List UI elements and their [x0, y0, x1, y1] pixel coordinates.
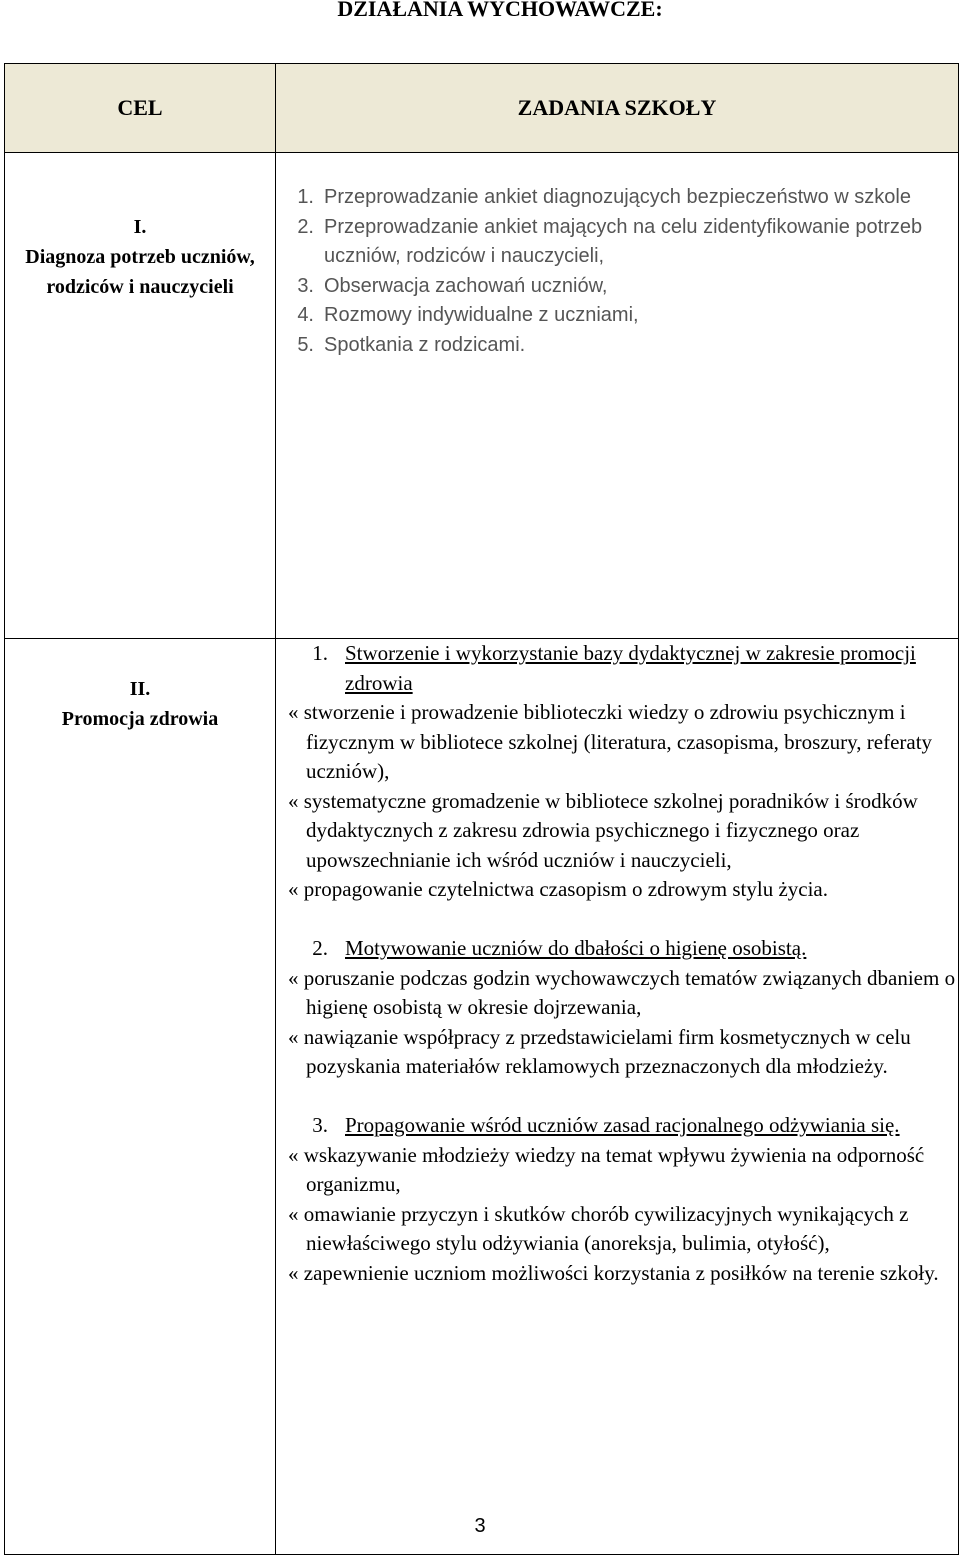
bullet-list	[276, 698, 958, 905]
goal-number: II.	[129, 678, 151, 700]
item-number: 4.	[297, 304, 314, 326]
list-item	[276, 183, 954, 213]
list-item	[276, 272, 954, 302]
item-text: Rozmowy indywidualne z uczniami,	[324, 304, 639, 326]
goal-number: I.	[133, 216, 147, 238]
table-header-row	[5, 64, 959, 153]
list-item: « wskazywanie młodzieży wiedzy na temat wpływu żywienia na odporność organizmu,	[288, 1142, 925, 1196]
section-title: Stworzenie i wykorzystanie bazy dydaktycznej w zakresie promocji zdrowia	[345, 641, 916, 695]
goal-text: Promocja zdrowia	[61, 708, 219, 730]
task-section	[276, 639, 958, 905]
list-item	[276, 331, 954, 361]
section-heading	[276, 639, 958, 698]
list-item: « stworzenie i prowadzenie biblioteczki wiedzy o zdrowiu psychicznym i fizycznym w bibliotece szkolnej (literatura, czasopisma, broszury, referaty uczniów),	[288, 700, 933, 783]
section-number: 2.	[312, 936, 328, 960]
item-text: Przeprowadzanie ankiet mających na celu zidentyfikowanie potrzeb uczniów, rodziców i nauczycieli,	[324, 215, 923, 267]
goal-text: Diagnoza potrzeb uczniów, rodziców i nauczycieli	[25, 246, 255, 298]
section-heading	[276, 934, 958, 964]
header-goal: CEL	[5, 64, 276, 153]
item-number: 2.	[297, 215, 314, 238]
header-tasks: ZADANIA SZKOŁY	[276, 64, 959, 153]
educational-activities-table	[4, 63, 959, 1555]
section-number: 3.	[312, 1113, 328, 1137]
list-item: « propagowanie czytelnictwa czasopism o zdrowym stylu życia.	[288, 877, 828, 901]
section-number: 1.	[312, 641, 328, 665]
list-item: « poruszanie podczas godzin wychowawczych tematów związanych dbaniem o higienę osobistą w okresie dojrzewania,	[288, 965, 956, 1019]
item-text: Spotkania z rodzicami.	[324, 333, 526, 356]
list-item	[276, 213, 954, 272]
tasks-cell	[276, 153, 959, 639]
item-number: 3.	[297, 274, 314, 297]
item-text: Przeprowadzanie ankiet diagnozujących bezpieczeństwo w szkole	[324, 186, 911, 208]
list-item	[276, 301, 954, 331]
task-section	[276, 1111, 958, 1288]
list-item: « omawianie przyczyn i skutków chorób cywilizacyjnych wynikających z niewłaściwego stylu odżywiania (anoreksja, bulimia, otyłość),	[288, 1201, 909, 1255]
task-section	[276, 934, 958, 1082]
section-heading	[276, 1111, 958, 1141]
page-number: 3	[474, 1515, 486, 1537]
table-row	[5, 639, 959, 1555]
list-item: « zapewnienie uczniom możliwości korzystania z posiłków na terenie szkoły.	[288, 1260, 939, 1285]
section-title: Motywowanie uczniów do dbałości o higienę osobistą.	[345, 936, 807, 960]
table-row	[5, 153, 959, 639]
goal-cell	[5, 639, 276, 1555]
section-title: Propagowanie wśród uczniów zasad racjonalnego odżywiania się.	[345, 1113, 900, 1137]
list-item: « nawiązanie współpracy z przedstawicielami firm kosmetycznych w celu pozyskania materiałów reklamowych przeznaczonych dla młodzieży.	[288, 1024, 911, 1078]
item-number: 1.	[297, 186, 314, 208]
tasks-cell	[276, 639, 959, 1555]
bullet-list	[276, 1141, 958, 1289]
bullet-list	[276, 964, 958, 1082]
goal-cell	[5, 153, 276, 639]
list-item: « systematyczne gromadzenie w bibliotece szkolnej poradników i środków dydaktycznych z zakresu zdrowia psychicznego i fizycznego oraz upowszechnianie ich wśród uczniów i nauczycieli,	[288, 788, 918, 872]
task-list	[276, 153, 958, 360]
page-title: DZIAŁANIA WYCHOWAWCZE:	[337, 0, 663, 21]
item-text: Obserwacja zachowań uczniów,	[324, 274, 608, 297]
item-number: 5.	[297, 333, 314, 356]
